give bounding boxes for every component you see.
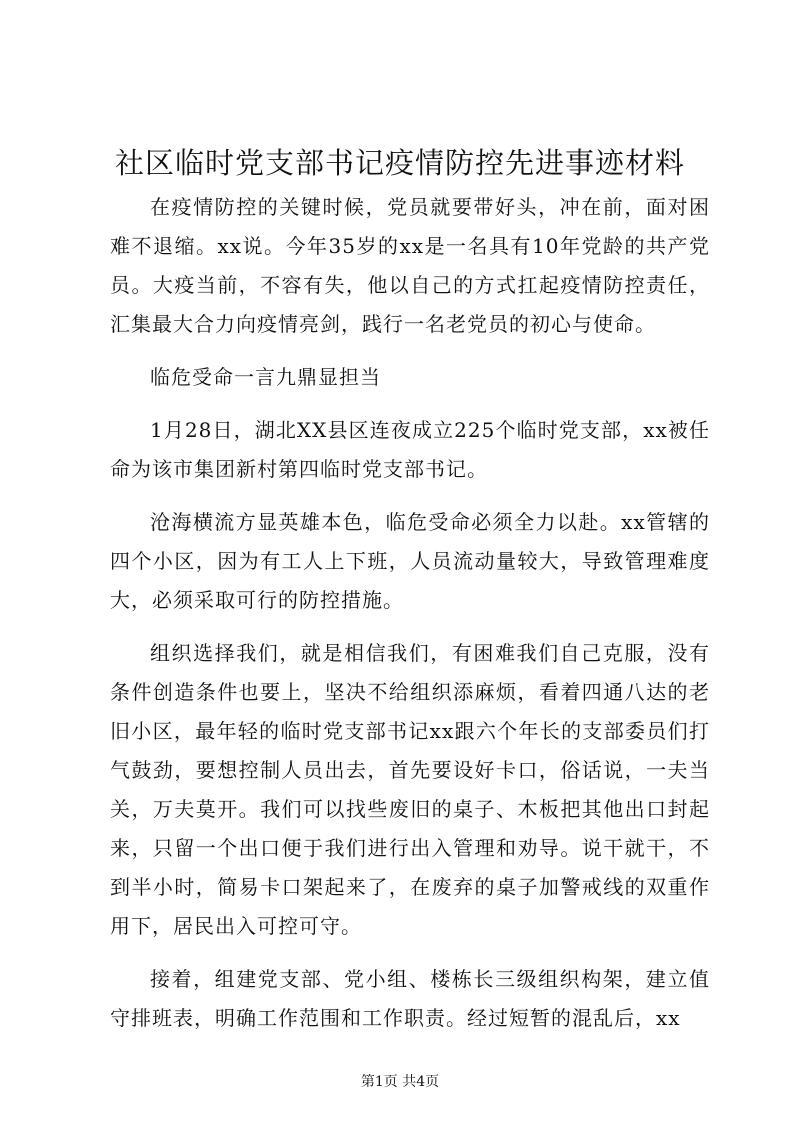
- document-title: 社区临时党支部书记疫情防控先进事迹材料: [114, 146, 685, 180]
- paragraph-challenge: 沧海横流方显英雄本色，临危受命必须全力以赴。xx管辖的四个小区，因为有工人上下班，人员流动量较大，导致管理难度大，必须采取可行的防控措施。: [110, 510, 710, 612]
- paragraph-organization: 接着，组建党支部、党小组、楼栋长三级组织构架，建立值守排班表，明确工作范围和工作职责。经过短暂的混乱后，xx: [110, 967, 710, 1030]
- paragraph-intro: 在疫情防控的关键时候，党员就要带好头，冲在前，面对困难不退缩。xx说。今年35岁的xx是一名具有10年党龄的共产党员。大疫当前，不容有失，他以自己的方式扛起疫情防控责任，汇集最大合力向疫情亮剑，践行一名老党员的初心与使命。: [110, 195, 710, 336]
- paragraph-checkpoint: 组织选择我们，就是相信我们，有困难我们自己克服，没有条件创造条件也要上，坚决不给组织添麻烦，看着四通八达的老旧小区，最年轻的临时党支部书记xx跟六个年长的支部委员们打气鼓劲，要想控制人员出去，首先要设好卡口，俗话说，一夫当关，万夫莫开。我们可以找些废旧的桌子、木板把其他出口封起来，只留一个出口便于我们进行出入管理和劝导。说干就干，不到半小时，简易卡口架起来了，在废弃的桌子加警戒线的双重作用下，居民出入可控可守。: [110, 641, 710, 938]
- page-number-footer: 第1页 共4页: [360, 1074, 440, 1090]
- document-body: [110, 188, 710, 1052]
- paragraph-appointment: 1月28日，湖北XX县区连夜成立225个临时党支部，xx被任命为该市集团新村第四临时党支部书记。: [110, 418, 710, 481]
- section-heading: 临危受命一言九鼎显担当: [150, 365, 381, 389]
